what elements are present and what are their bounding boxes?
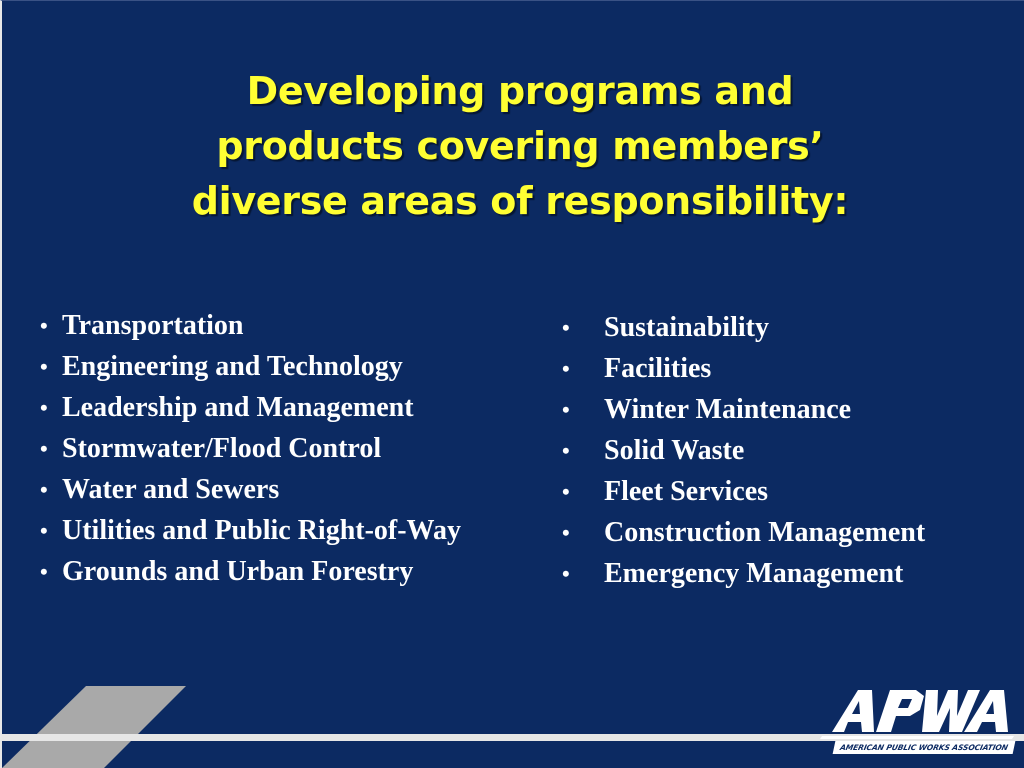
bullet-icon: • [562, 479, 570, 504]
bullet-icon: • [40, 477, 48, 502]
list-item-label: Facilities [604, 353, 712, 384]
list-item-label: Stormwater/Flood Control [62, 433, 382, 464]
list-item-label: Grounds and Urban Forestry [62, 556, 414, 587]
apwa-speed-lines [820, 736, 1014, 739]
bullet-icon: • [562, 397, 570, 422]
list-item-label: Transportation [62, 310, 244, 341]
list-item-label: Fleet Services [604, 476, 769, 507]
bullet-icon: • [40, 436, 48, 461]
title-line-1: Developing programs and [246, 69, 794, 113]
list-item-label: Winter Maintenance [604, 394, 852, 425]
list-item-label: Sustainability [604, 312, 769, 343]
bullet-icon: • [40, 354, 48, 379]
bullet-icon: • [562, 561, 570, 586]
title-line-3: diverse areas of responsibility: [191, 179, 849, 223]
list-item-label: Engineering and Technology [62, 351, 403, 382]
list-item-label: Water and Sewers [62, 474, 280, 505]
bullet-icon: • [40, 395, 48, 420]
bullet-icon: • [40, 313, 48, 338]
list-item-label: Utilities and Public Right-of-Way [62, 515, 462, 546]
bullet-icon: • [562, 315, 570, 340]
list-item-label: Solid Waste [604, 435, 745, 466]
bullet-icon: • [562, 356, 570, 381]
apwa-tagline: AMERICAN PUBLIC WORKS ASSOCIATION [833, 741, 1016, 754]
bullet-icon: • [40, 518, 48, 543]
list-item-label: Construction Management [604, 517, 926, 548]
bullet-icon: • [562, 438, 570, 463]
list-item-label: Leadership and Management [62, 392, 414, 423]
bullet-icon: • [562, 520, 570, 545]
title-line-2: products covering members’ [216, 124, 824, 168]
list-item-label: Emergency Management [604, 558, 904, 589]
bullet-icon: • [40, 559, 48, 584]
